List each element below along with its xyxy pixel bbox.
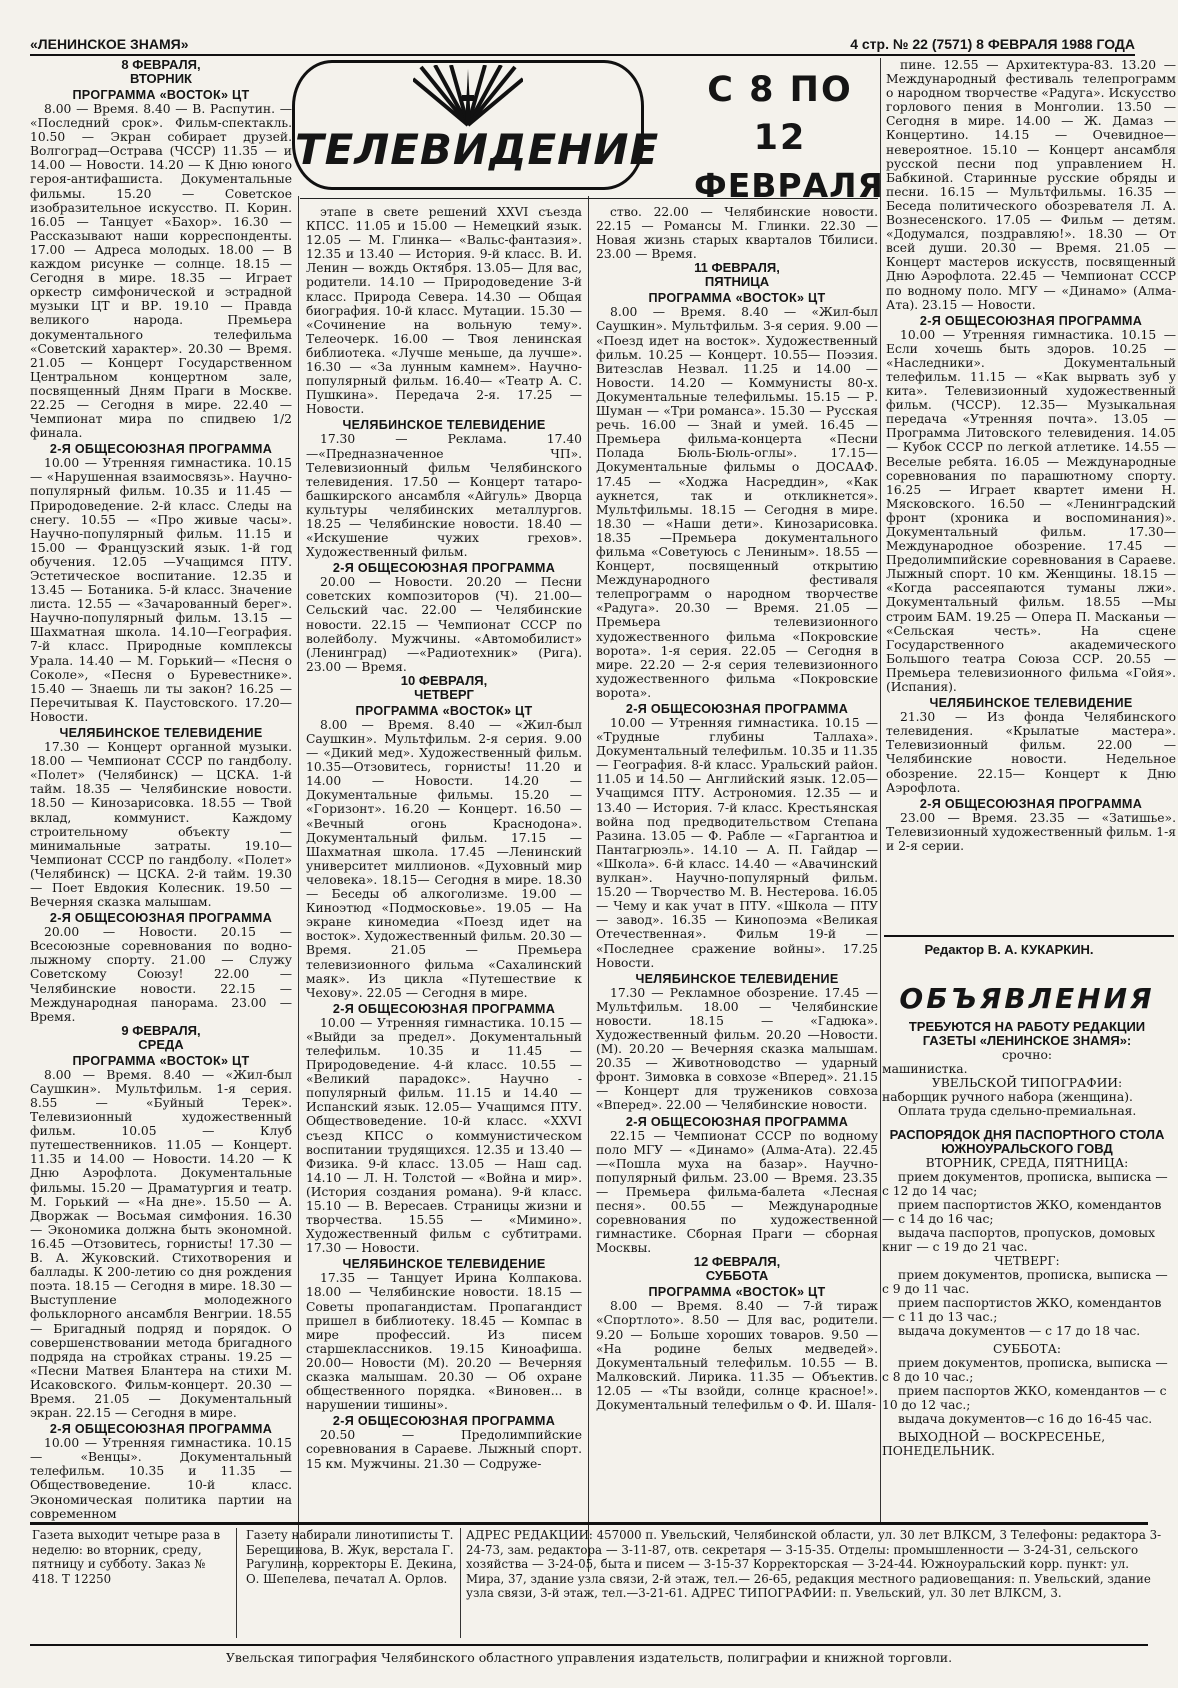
- program-listing: пине. 12.55 — Архитектура-83. 13.20 — Международный фестиваль телепрограмм о народном творчестве «Радуга». Искусство горлового пения в Монголии. 13.50 — Сегодня в мире. 14.00 — Ж. Дамаз — Концертино. 14.15 — Очевидное—невероятное. 15.10 — Концерт ансамбля русской песни под управлением Н. Бабкиной. Старинные русские обряды и песни. 16.15 — Мультфильмы. 16.35 — Беседа политического обозревателя Л. А. Вознесенского. 17.05 — Фильм — детям. «Додумался, поздравляю!». 18.30 — От всей души. 20.30 — Время. 21.05 — Концерт мастеров искусств, посвященный Дню Аэрофлота. 22.45 — Чемпионат СССР по водному поло. МГУ — «Динамо» (Алма-Ата). 23.15 — Новости.: [886, 58, 1176, 312]
- program-listing: этапе в свете решений XXVI съезда КПСС. 11.05 и 15.00 — Немецкий язык. 12.05 — М. Глинка— «Вальс-фантазия». 12.35 и 13.40 — История. 9-й класс. В. И. Ленин — вождь Октября. 13.05— Для вас, родители. 14.10 — Природоведение 3-й класс. Природа Севера. 14.30 — Общая биография. 10-й класс. Мутации. 15.30 — «Сочинение на вольную тему». Телеочерк. 16.00 — Твоя ленинская библиотека. «Лучше меньше, да лучше». 16.30 — «За лунным камнем». Научно-популярный фильм. 16.40— «Театр А. С. Пушкина». Передача 2-я. 17.25 — Новости.: [306, 205, 582, 417]
- schedule-item: выдача документов — с 17 до 18 час.: [898, 1324, 1141, 1338]
- program-listing: 20.50 — Предолимпийские соревнования в Сараеве. Лыжный спорт. 15 км. Мужчины. 21.30 — Содруже-: [306, 1428, 582, 1471]
- tv-banner: [292, 60, 660, 190]
- schedule-item: прием документов, прописка, выписка — с 12 до 14 час;: [882, 1170, 1168, 1198]
- imprint-rule: [30, 1644, 1148, 1646]
- day-heading: 10 ФЕВРАЛЯ,: [400, 672, 488, 688]
- announcements-title: ОБЪЯВЛЕНИЯ: [899, 982, 1155, 1015]
- listing-column-1: [30, 58, 292, 1570]
- program-listing: 10.00 — Утренняя гимнастика. 10.15 — Если хочешь быть здоров. 10.25 — «Наследники». Документальный телефильм. 11.15 — «Как вырвать зуб у кита». Телевизионный художественный фильм. (ЧССР). 12.35— Музыкальная передача «Утренняя почта». 13.05 — Программа Литовского телевидения. 14.05 — Кубок СССР по легкой атлетике. 14.55 —Веселые ребята. 16.05 — Международные соревнования по парашютному спорту. 16.25 — Играет квартет имени Н. Мясковского. 16.50 — «Ленинградский фронт (хроника и воспоминания)». Документальный фильм. 17.30— Международное обозрение. 17.45 — Предолимпийские соревнования в Сараеве. Лыжный спорт. 10 км. Женщины. 18.15 — «Когда рассеяпаются туманы лжи». Документальный фильм. 18.55 —Мы строим БАМ. 19.25 — Опера П. Масканьи — «Сельская честь». На сцене Государственного академического Большого театра Союза ССР. 20.55 — Премьера телевизионного фильма «Гойя». (Испания).: [886, 327, 1176, 695]
- channel-heading: ЧЕЛЯБИНСКОЕ ТЕЛЕВИДЕНИЕ: [59, 726, 263, 741]
- program-listing: 8.00 — Время. 8.40 — «Жил-был Саушкин». Мультфильм. 3-я серия. 9.00 — «Поезд идет на восток». Художественный фильм. 10.25 — Концерт. 10.55— Поэзия. Витезслав Незвал. 11.25 и 14.00 — Новости. 14.20 — Коммунисты 80-х. Документальные телефильмы. 15.15 — Р. Шуман — «Три романса». 15.30 — Русская речь. 16.00 — Знай и умей. 16.45 — Премьера фильма-концерта «Песни Полада Бюль-Бюль-оглы». 17.15—Документальные фильмы о ДОСААФ. 17.45 — «Ходжа Насреддин», «Как аукнется, так и откликнется». Мультфильмы. 18.15 — Сегодня в мире. 18.30 — «Наши дети». Кинозарисовка. 18.35 —Премьера документального фильма «Советуюсь с Лениным». 18.55 — Концерт, посвященный открытию Международного фестиваля телепрограмм о народном творчестве «Радуга». 20.30 — Время. 21.05 — Премьера телевизионного художественного фильма «Покровские ворота». 1-я серия. 22.05 — Сегодня в мире. 22.20 — 2-я серия телевизионного художественного фильма «Покровские ворота».: [596, 305, 878, 700]
- channel-heading: ЧЕЛЯБИНСКОЕ ТЕЛЕВИДЕНИЕ: [635, 971, 839, 986]
- day-heading: ЧЕТВЕРГ: [414, 686, 474, 702]
- channel-heading: 2-Я ОБЩЕСОЮЗНАЯ ПРОГРАММА: [919, 313, 1143, 328]
- channel-heading: ПРОГРАММА «ВОСТОК» ЦТ: [648, 291, 826, 306]
- program-listing: 17.30 — Рекламное обозрение. 17.45 — Мультфильм. 18.00 — Челябинские новости. 18.15 — «Гадюка». Художественный фильм. 20.20 —Новости. (М). 20.20 — Вечерняя сказка малышам. 20.35 — Животноводство — ударный фронт. Зимовка в совхозе «Вперед». 21.15 — Концерт для тружеников совхоза «Вперед». 22.00 — Челябинские новости.: [596, 985, 878, 1113]
- tv-tower-icon: [413, 65, 523, 127]
- footer-divider: [460, 1528, 461, 1638]
- program-listing: 10.00 — Утренняя гимнастика. 10.15 — «Выйди за предел». Документальный телефильм. 10.35 и 11.45 — Природоведение. 4-й класс. 10.55 — «Великий парадокс». Научно - популярный фильм. 11.15 и 14.40 — Испанский язык. 12.05— Учащимся ПТУ. Обществоведение. 10-й класс. «XXVI съезд КПСС о коммунистическом воспитании трудящихся. 12.35 и 13.40 — Физика. 9-й класс. 13.05 — Наш сад. 14.10 — Л. Н. Толстой — «Война и мир». (История создания романа). 9-й класс. 15.10 — В. Вересаев. Страницы жизни и творчества. 15.55 — «Мимино». Художественный фильм с субтитрами. 17.30 — Новости.: [306, 1015, 582, 1256]
- channel-heading: ПРОГРАММА «ВОСТОК» ЦТ: [72, 1053, 250, 1068]
- channel-heading: 2-Я ОБЩЕСОЮЗНАЯ ПРОГРАММА: [625, 1114, 849, 1129]
- schedule-item: выдача паспортов, пропусков, домовых книг — с 19 до 21 час.: [882, 1226, 1156, 1254]
- program-listing: 8.00 — Время. 8.40 — «Жил-был Саушкин». Мультфильм. 1-я серия. 8.55 — «Буйный Терек». Телевизионный художественный фильм. 10.05 — Клуб путешественников. 11.05 — Концерт. 11.35 и 14.00 — Новости. 14.20 — К Дню Аэрофлота. Документальные фильмы. 15.20 — Драматургия и театр. М. Горький — «На дне». 15.50 — А. Дворжак — Восьмая симфония. 16.30 — Экономика должна быть экономной. 16.45 —Отзовитесь, горнисты! 17.30 — В. А. Жуковский. Стихотворения и баллады. К 200-летию со дня рождения поэта. 18.15 — Сегодня в мире. 18.30 — Выступление молодежного фольклорного ансамбля Венгрии. 18.55 — Бригадный подряд и порядок. О совершенствовании метода бригадного подряда на стройках страны. 19.25 — «Песни Матвея Блантера на стихи М. Исаковского. Фильм-концерт. 20.30 — Время. 21.05 — Документальный экран. 22.15 — Сегодня в мире.: [30, 1067, 292, 1421]
- program-listing: 8.00 — Время. 8.40 — 7-й тираж «Спортлото». 8.50 — Для вас, родители. 9.20 — Больше хороших товаров. 9.50 — «На родине белых медведей». Документальный телефильм. 10.55 — В. Малковский. Лирика. 11.35 — Объектив. 12.05 — «Ты взойди, солнце красное!». Документальный телефильм о Ф. И. Шаля-: [596, 1299, 878, 1413]
- channel-heading: ЧЕЛЯБИНСКОЕ ТЕЛЕВИДЕНИЕ: [929, 696, 1133, 711]
- schedule-days: ВТОРНИК, СРЕДА, ПЯТНИЦА:: [925, 1156, 1129, 1170]
- channel-heading: 2-Я ОБЩЕСОЮЗНАЯ ПРОГРАММА: [49, 911, 273, 926]
- schedule-days: ЧЕТВЕРГ:: [994, 1254, 1060, 1268]
- channel-heading: ЧЕЛЯБИНСКОЕ ТЕЛЕВИДЕНИЕ: [342, 418, 546, 433]
- footer-addresses: АДРЕС РЕДАКЦИИ: 457000 п. Увельский, Челябинской области, ул. 30 лет ВЛКСМ, 3 Телефоны: редактора 3-24-73, зам. редактора — 3-11-87, отв. секретаря — 3-15-35. Отделы: промышленности — 3-24-31, сельского хозяйства — 3-24-05, быта и писем — 3-15-37 Корректорская — 3-24-44. Южноуральский корр. пункт: ул. Мира, 37, здание узла связи, 2-й этаж, тел.— 26-65, редакция местного радиовещания: п. Увельский, здание узла связи, 3-й этаж, тел.—3-21-61. АДРЕС ТИПОГРАФИИ: п. Увельский, ул. 30 лет ВЛКСМ, 3.: [466, 1528, 1162, 1600]
- program-listing: 23.00 — Время. 23.35 — «Затишье». Телевизионный художественный фильм. 1-я и 2-я серии.: [886, 810, 1176, 853]
- program-listing: 17.30 — Реклама. 17.40 —«Предназначенное ЧП». Телевизионный фильм Челябинского телевидения. 17.50 — Концерт татаро-башкирского ансамбля «Айгуль» Дворца культуры челябинских металлургов. 18.25 — Челябинские новости. 18.40 — «Искушение чужих грехов». Художественный фильм.: [306, 432, 582, 560]
- banner-title: ТЕЛЕВИДЕНИЕ: [295, 125, 660, 174]
- announcements: [882, 972, 1172, 1522]
- schedule-day-off: ВЫХОДНОЙ — ВОСКРЕСЕНЬЕ, ПОНЕДЕЛЬНИК.: [882, 1430, 1106, 1458]
- job-urgent: срочно:: [1001, 1048, 1053, 1062]
- page-header: [30, 36, 1135, 56]
- day-heading: ПЯТНИЦА: [704, 274, 770, 290]
- channel-heading: ПРОГРАММА «ВОСТОК» ЦТ: [355, 703, 533, 718]
- editor-credit: Редактор В. А. КУКАРКИН.: [924, 942, 1094, 957]
- banner-dates: [694, 60, 884, 205]
- channel-heading: 2-Я ОБЩЕСОЮЗНАЯ ПРОГРАММА: [919, 796, 1143, 811]
- banner-rule: [300, 198, 878, 199]
- program-listing: 8.00 — Время. 8.40 — «Жил-был Саушкин». Мультфильм. 2-я серия. 9.00 — «Дикий мед». Художественный фильм. 10.35—Отзовитесь, горнисты! 11.20 и 14.00 — Новости. 14.20 — Документальные фильмы. 15.20 — «Горизонт». 16.20 — Концерт. 16.50 — «Вечный огонь Краснодона». Документальный фильм. 17.15 — Шахматная школа. 17.45 —Ленинский университет миллионов. «Духовный мир человека». 18.15— Сегодня в мире. 18.30 — Беседы об алкоголизме. 19.00 — Киноэтюд «Подмосковье». 19.05 — На экране киномедиа «Поезд идет на восток». Художественный фильм. 20.30 —Время. 21.05 — Премьера телевизионного фильма «Сахалинский маяк». Из цикла «Путешествие к Чехову». 22.05 — Сегодня в мире.: [306, 717, 582, 1000]
- program-listing: 10.00 — Утренняя гимнастика. 10.15— «Нарушенная взаимосвязь». Научно-популярный фильм. 10.35 и 11.45 — Природоведение. 2-й класс. Следы на снегу. 10.55 — «Про живые часы». Научно-популярный фильм. 11.15 и 15.00 — Французский язык. 1-й год обучения. 12.05 —Учащимся ПТУ. Эстетическое воспитание. 12.35 и 13.45 — Ботаника. 5-й класс. Значение листа. 12.55 — «Зачарованный берег». Научно-популярный фильм. 13.15 — Шахматная школа. 14.10—География. 7-й класс. Природные комплексы Урала. 14.40 — М. Горький— «Песня о Соколе», «Песня о Буревестнике». 15.40 — Знаешь ли ты закон? 16.25 — Перечитывая К. Паустовского. 17.20— Новости.: [30, 456, 292, 724]
- printer-imprint: Увельская типография Челябинского областного управления издательств, полиграфии и книжной торговли.: [225, 1650, 953, 1665]
- listing-column-4: [886, 58, 1176, 938]
- footer-staff: Газету набирали линотиписты Т. Берещинова, В. Жук, верстала Г. Рагулина, корректоры Е. Декина, О. Шепелева, печатал А. Орлов.: [246, 1528, 457, 1586]
- footer-divider: [236, 1528, 237, 1638]
- dates-line-1: С 8 ПО 12: [707, 70, 853, 158]
- schedule-heading: РАСПОРЯДОК ДНЯ ПАСПОРТНОГО СТОЛА ЮЖНОУРАЛЬСКОГО ГОВД: [889, 1127, 1165, 1156]
- job-heading: ТРЕБУЮТСЯ НА РАБОТУ РЕДАКЦИИ ГАЗЕТЫ «ЛЕНИНСКОЕ ЗНАМЯ»:: [908, 1019, 1146, 1048]
- column-rule: [880, 58, 881, 1524]
- day-heading: СРЕДА: [138, 1036, 184, 1052]
- schedule-item: прием паспортистов ЖКО, комендантов — с 14 до 16 час;: [882, 1198, 1162, 1226]
- program-listing: 20.00 — Новости. 20.15 — Всесоюзные соревнования по водно-лыжному спорту. 21.00 — Служу Советскому Союзу! 22.00 — Челябинские новости. 22.15 — Международная панорама. 23.00 — Время.: [30, 925, 292, 1024]
- column-rule: [588, 196, 589, 1572]
- job-pay: Оплата труда сдельно-премиальная.: [898, 1104, 1137, 1118]
- job-print-heading: УВЕЛЬСКОЙ ТИПОГРАФИИ:: [931, 1076, 1123, 1090]
- program-listing: 21.30 — Из фонда Челябинского телевидения. «Крылатые мастера». Телевизионный фильм. 22.00 — Челябинские новости. Недельное обозрение. 22.15— Концерт к Дню Аэрофлота.: [886, 710, 1176, 795]
- channel-heading: 2-Я ОБЩЕСОЮЗНАЯ ПРОГРАММА: [49, 442, 273, 457]
- program-listing: 17.30 — Концерт органной музыки. 18.00 — Чемпионат СССР по гандболу. «Полет» (Челябинск) — ЦСКА. 1-й тайм. 18.35 — Челябинские новости. 18.50 — Кинозарисовка. 18.55 — Твой вклад, коммунист. Каждому строительному объекту — минимальные затраты. 19.10— Чемпионат СССР по гандболу. «Полет» (Челябинск) — ЦСКА. 2-й тайм. 19.30 — Поет Евдокия Колесник. 19.50 — Вечерняя сказка малышам.: [30, 740, 292, 910]
- day-heading: 8 ФЕВРАЛЯ,: [121, 58, 201, 72]
- column-rule: [298, 196, 299, 1572]
- channel-heading: 2-Я ОБЩЕСОЮЗНАЯ ПРОГРАММА: [332, 561, 556, 576]
- listing-column-2: [306, 205, 582, 1572]
- newspaper-name: «ЛЕНИНСКОЕ ЗНАМЯ»: [30, 36, 189, 52]
- schedule-item: прием документов, прописка, выписка — с 8 до 10 час.;: [882, 1356, 1168, 1384]
- channel-heading: 2-Я ОБЩЕСОЮЗНАЯ ПРОГРАММА: [332, 1001, 556, 1016]
- job-item: машинистка.: [882, 1062, 968, 1076]
- day-heading: СУББОТА: [705, 1268, 769, 1284]
- schedule-item: прием паспортов ЖКО, комендантов — с 10 до 12 час.;: [882, 1384, 1167, 1412]
- schedule-item: прием документов, прописка, выписка — с 9 до 11 час.: [882, 1268, 1168, 1296]
- program-listing: 8.00 — Время. 8.40 — В. Распутин. — «Последний срок». Фильм-спектакль. 10.50 — Экран собирает друзей. Волгоград—Острава (ЧССР) 11.35 — и 14.00 — Новости. 14.20 — К Дню юного героя-антифашиста. Документальные фильмы. 15.20 — Советское изобразительное искусство. П. Корин. 16.05 — Танцует «Бахор». 16.30 — Рассказывают наши корреспонденты. 17.00 — Адреса молодых. 18.00 — В каждом рисунке — солнце. 18.15 — Сегодня в мире. 18.35 — Играет оркестр симфонической и эстрадной музыки ЦТ и ВР. 19.10 — Правда великого народа. Премьера документального телефильма «Советский характер». 20.30 — Время. 21.05 — Концерт Государственном Центральном концертном зале, посвященный Дням Праги в Москве. 22.25 — Сегодня в мире. 22.40 — Чемпионат мира по спидвею 1/2 финала.: [30, 102, 292, 441]
- footer-rule: [30, 1522, 1148, 1525]
- program-listing: 20.00 — Новости. 20.20 — Песни советских композиторов (Ч). 21.00— Сельский час. 22.00 — Челябинские новости. 22.15 — Чемпионат СССР по волейболу. Мужчины. «Автомобилист» (Ленинград) —«Радиотехник» (Рига). 23.00 — Время.: [306, 575, 582, 674]
- day-heading: 12 ФЕВРАЛЯ,: [693, 1254, 781, 1270]
- channel-heading: 2-Я ОБЩЕСОЮЗНАЯ ПРОГРАММА: [49, 1422, 273, 1437]
- day-heading: 11 ФЕВРАЛЯ,: [694, 260, 780, 276]
- program-listing: 10.00 — Утренняя гимнастика. 10.15 — «Венцы». Документальный телефильм. 10.35 и 11.35 —Обществоведение. 10-й класс. Экономическая политика партии на современном: [30, 1436, 292, 1521]
- day-heading: 9 ФЕВРАЛЯ,: [121, 1022, 201, 1038]
- issue-info: 4 стр. № 22 (7571) 8 ФЕВРАЛЯ 1988 ГОДА: [850, 36, 1135, 52]
- channel-heading: 2-Я ОБЩЕСОЮЗНАЯ ПРОГРАММА: [625, 702, 849, 716]
- schedule-item: выдача документов—с 16 до 16-45 час.: [898, 1412, 1153, 1426]
- program-listing: 17.35 — Танцует Ирина Колпакова. 18.00 — Челябинские новости. 18.15 — Советы пропагандистам. Пропагандист пришел в библиотеку. 18.45 — Компас в мире профессий. Из писем старшеклассников. 19.15 Киноафиша. 20.00— Новости (М). 20.20 — Вечерняя сказка малышам. 20.30 — Об охране общественного порядка. «Виновен... в нарушении тишины».: [306, 1271, 582, 1413]
- job-item: наборщик ручного набора (женщина).: [882, 1090, 1133, 1104]
- program-listing: ство. 22.00 — Челябинские новости. 22.15 — Романсы М. Глинки. 22.30 —Новая жизнь старых кварталов Тбилиси. 23.00 — Время.: [596, 205, 878, 262]
- channel-heading: ПРОГРАММА «ВОСТОК» ЦТ: [72, 88, 250, 102]
- channel-heading: ПРОГРАММА «ВОСТОК» ЦТ: [648, 1285, 826, 1300]
- channel-heading: ЧЕЛЯБИНСКОЕ ТЕЛЕВИДЕНИЕ: [342, 1257, 546, 1272]
- program-listing: 22.15 — Чемпионат СССР по водному поло МГУ — «Динамо» (Алма-Ата). 22.45—«Пошла муха на базар». Научно-популярный фильм. 23.00 — Время. 23.35 — Премьера фильма-балета «Лесная песня». 00.55 — Международные соревнования по художественной гимнастике. Сборная Праги — сборная Москвы.: [596, 1128, 878, 1256]
- listing-column-3: [596, 205, 878, 1572]
- schedule-days: СУББОТА:: [992, 1342, 1062, 1356]
- schedule-item: прием паспортистов ЖКО, комендантов — с 11 до 13 час.;: [882, 1296, 1162, 1324]
- program-listing: 10.00 — Утренняя гимнастика. 10.15 — «Трудные глубины Таллаха». Документальный телефильм. 10.35 и 11.35 — География. 8-й класс. Уральский район. 11.05 и 14.50 — Английский язык. 12.05— Учащимся ПТУ. Астрономия. 12.35 — и 13.40 — История. 7-й класс. Крестьянская война под предводительством Степана Разина. 13.05 — Ф. Рабле — «Гаргантюа и Пантагрюэль». 14.10 — А. П. Гайдар — «Школа». 6-й класс. 14.40 — «Авачинский вулкан». Научно-популярный фильм. 15.20 — Творчество М. В. Нестерова. 16.05 — Чему и как учат в ПТУ. «Школа — ПТУ — завод». 16.35 — Кинопоэма «Великая Отечественная». Фильм 19-й — «Последнее сражение войны». 17.25 Новости.: [596, 716, 878, 970]
- dates-line-2: ФЕВРАЛЯ: [694, 166, 884, 205]
- footer-publication-info: Газета выходит четыре раза в неделю: во вторник, среду, пятницу и субботу. Заказ № 418. Т 12250: [32, 1528, 221, 1586]
- channel-heading: 2-Я ОБЩЕСОЮЗНАЯ ПРОГРАММА: [332, 1414, 556, 1429]
- day-heading: ВТОРНИК: [130, 71, 192, 86]
